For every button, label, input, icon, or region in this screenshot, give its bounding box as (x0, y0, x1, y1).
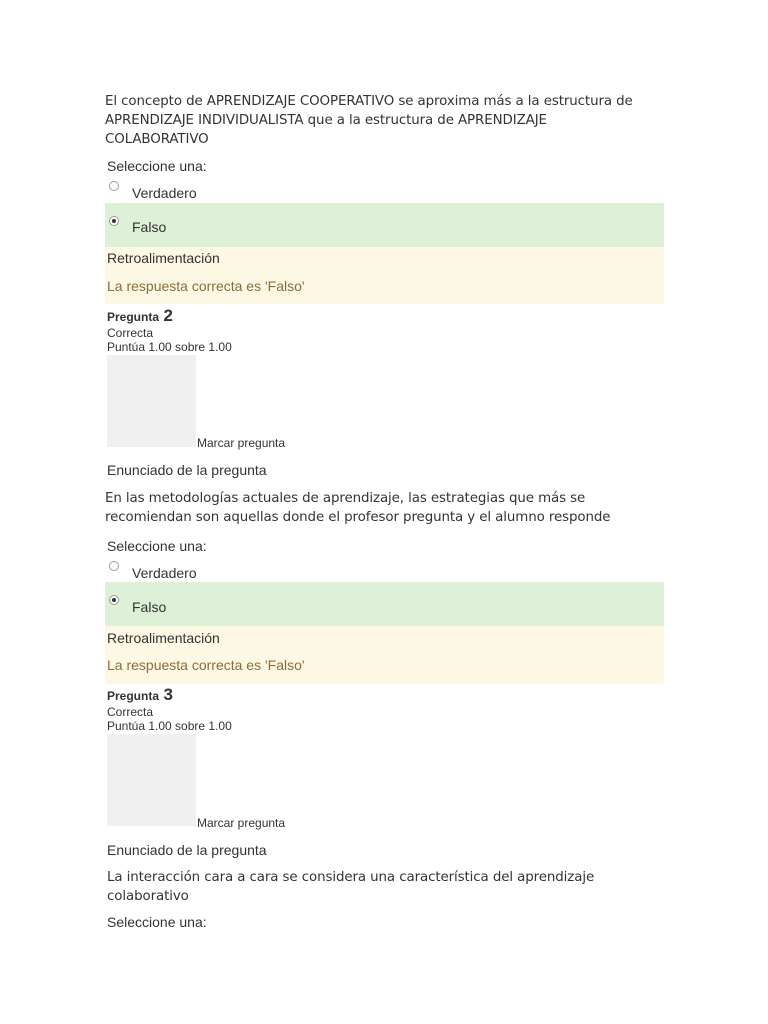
question-1-option-false[interactable] (105, 203, 664, 247)
question-1-option-true-label: Verdadero (132, 185, 197, 201)
question-3-flag-icon[interactable] (107, 734, 196, 826)
question-2-flag-icon[interactable] (107, 355, 196, 447)
question-1-text-line-1: El concepto de APRENDIZAJE COOPERATIVO se aproxima más a la estructura de (105, 94, 633, 109)
question-2-option-true-label: Verdadero (132, 565, 197, 581)
question-2-text (105, 489, 610, 527)
question-3-text (107, 868, 594, 906)
question-2-prompt: Seleccione una: (107, 538, 207, 554)
question-2-label: Pregunta (107, 310, 160, 324)
question-1-feedback (105, 247, 664, 304)
question-3-status: Correcta (107, 705, 154, 719)
question-3-heading: Enunciado de la pregunta (107, 842, 267, 858)
question-1-radio-true[interactable] (109, 181, 119, 191)
question-1-option-false-label: Falso (132, 219, 167, 235)
question-3-text-line-1: La interacción cara a cara se considera una característica del aprendizaje (107, 870, 595, 885)
question-2-text-line-2: recomiendan son aquellas donde el profesor pregunta y el alumno responde (105, 510, 611, 525)
question-2-status: Correcta (107, 326, 154, 340)
question-1-radio-false[interactable] (109, 216, 119, 226)
question-2-text-line-1: En las metodologías actuales de aprendizaje, las estrategias que más se (105, 491, 586, 506)
question-2-score: Puntúa 1.00 sobre 1.00 (107, 340, 232, 354)
question-2-feedback-title: Retroalimentación (107, 630, 220, 646)
question-3-prompt: Seleccione una: (107, 914, 207, 930)
question-1-text-line-3: COLABORATIVO (105, 132, 209, 147)
question-3-info (107, 685, 173, 705)
question-3-text-line-2: colaborativo (107, 889, 189, 904)
question-1-feedback-title: Retroalimentación (107, 250, 220, 266)
question-2-option-false[interactable] (105, 582, 664, 626)
question-2-flag-link[interactable]: Marcar pregunta (197, 436, 286, 450)
question-3-score: Puntúa 1.00 sobre 1.00 (107, 719, 232, 733)
question-3-number: 3 (163, 685, 173, 704)
question-2-radio-false[interactable] (109, 595, 119, 605)
question-2-feedback-answer: La respuesta correcta es 'Falso' (107, 657, 305, 673)
question-3-label: Pregunta (107, 689, 160, 703)
question-1-feedback-answer: La respuesta correcta es 'Falso' (107, 278, 305, 294)
question-2-feedback (105, 626, 664, 684)
question-3-flag-link[interactable]: Marcar pregunta (197, 816, 286, 830)
question-2-option-false-label: Falso (132, 599, 167, 615)
question-2-heading: Enunciado de la pregunta (107, 462, 267, 478)
question-1-prompt: Seleccione una: (107, 158, 207, 174)
question-2-radio-true[interactable] (109, 561, 119, 571)
question-2-info (107, 306, 173, 326)
question-1-text (105, 92, 633, 149)
question-2-number: 2 (163, 306, 173, 325)
question-1-text-line-2: APRENDIZAJE INDIVIDUALISTA que a la estructura de APRENDIZAJE (105, 113, 547, 128)
